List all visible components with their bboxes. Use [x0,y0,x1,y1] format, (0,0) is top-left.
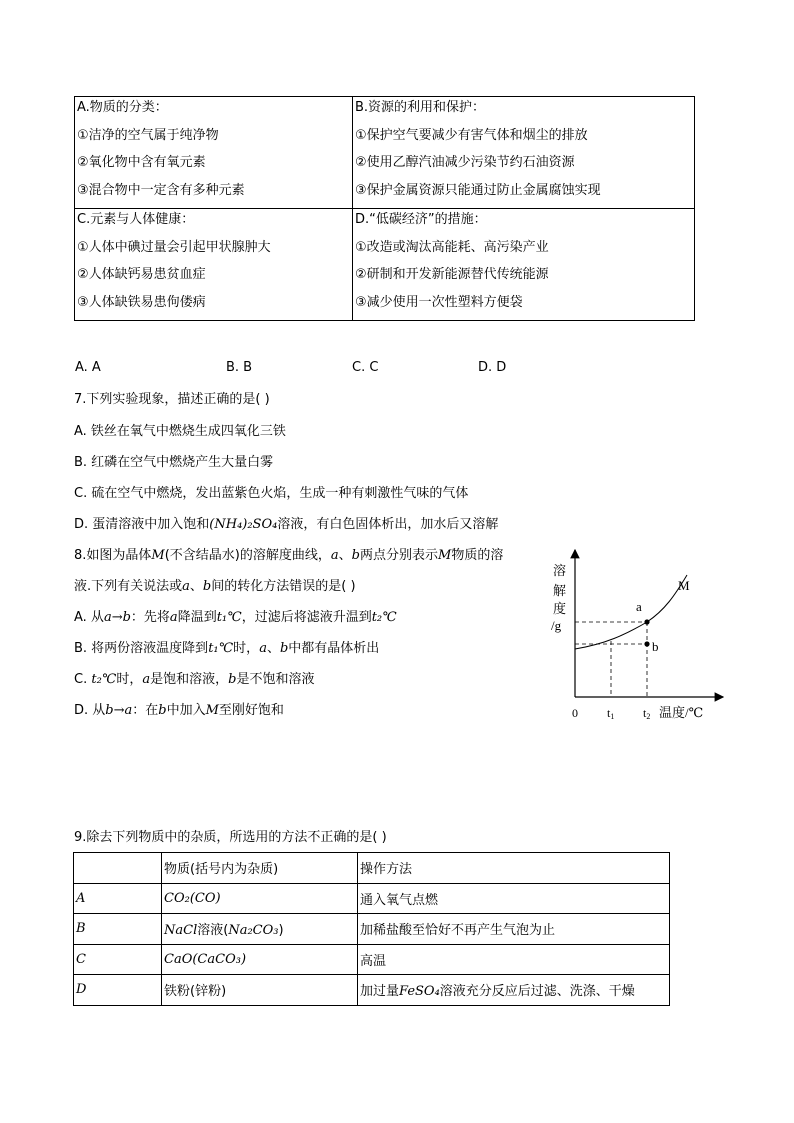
q7-stem: 7.下列实验现象，描述正确的是( ) [74,392,270,407]
point-a [644,619,649,624]
cell-a-item-2: ②氧化物中含有氧元素 [77,155,206,170]
q7-option-c: C. 硫在空气中燃烧，发出蓝紫色火焰，生成一种有刺激性气味的气体 [74,486,469,501]
table-row [74,944,670,975]
cell-d-item-3: ③减少使用一次性塑料方便袋 [355,294,523,310]
cell-a-item-3: ③混合物中一定含有多种元素 [77,182,245,198]
y-label-char-2: 解 [553,583,567,598]
cell-d-title: D.“低碳经济”的措施： [355,212,487,227]
q8-option-c: C. t₂℃时，a是饱和溶液，b是不饱和溶液 [74,672,315,687]
row-substance: NaCl溶液(Na₂CO₃) [162,914,358,945]
cell-c-item-2: ②人体缺钙易患贫血症 [77,267,206,282]
q7-option-a: A. 铁丝在氧气中燃烧生成四氧化三铁 [74,424,286,439]
cell-c-item-1: ①人体中碘过量会引起甲状腺肿大 [77,239,271,255]
q7-option-d: D. 蛋清溶液中加入饱和(NH₄)₂SO₄溶液，有白色固体析出，加水后又溶解 [74,517,499,532]
q8-stem-line1: 8.如图为晶体M(不含结晶水)的溶解度曲线，a、b两点分别表示M物质的溶 [74,548,504,563]
cell-b [353,97,695,209]
header-cell: 物质(括号内为杂质) [162,853,358,884]
cell-d-item-1: ①改造或淘汰高能耗、高污染产业 [355,239,549,255]
y-label-char-3: 度 [553,601,567,616]
row-method: 通入氧气点燃 [358,883,670,914]
cell-b-item-1: ①保护空气要减少有害气体和烟尘的排放 [355,127,588,143]
cell-d-item-2: ②研制和开发新能源替代传统能源 [355,267,549,282]
cell-b-item-2: ②使用乙醇汽油减少污染节约石油资源 [355,155,575,170]
header-cell [74,853,162,884]
cell-a-item-1: ①洁净的空气属于纯净物 [77,127,219,143]
y-label-char-1: 溶 [553,563,567,578]
table-row [74,883,670,914]
q8-option-a: A. 从a→b：先将a降温到t₁℃，过滤后将滤液升温到t₂℃ [74,610,397,625]
solubility-curve-m [575,575,687,649]
q7-option-b: B. 红磷在空气中燃烧产生大量白雾 [74,455,274,470]
row-method: 高温 [358,944,670,975]
q8-option-b: B. 将两份溶液温度降到t₁℃时，a、b中都有晶体析出 [74,641,380,656]
point-a-label: a [636,599,642,614]
cell-a-title: A.物质的分类： [77,100,168,115]
row-substance: CO₂(CO) [162,883,358,914]
origin-label: 0 [572,706,578,720]
formula: (NH₄)₂SO₄ [209,517,278,532]
q8-stem-line2: 液.下列有关说法或a、b间的转化方法错误的是( ) [74,579,356,594]
cell-b-title: B.资源的利用和保护： [355,100,486,115]
solubility-graph [545,545,735,725]
cell-d [353,209,695,321]
point-b [644,641,649,646]
point-b-label: b [652,639,659,654]
cell-c-title: C.元素与人体健康： [77,212,195,227]
row-method: 加稀盐酸至恰好不再产生气泡为止 [358,914,670,945]
t2-label: t2 [643,706,651,721]
y-label-unit: /g [551,618,562,633]
t1-label: t1 [607,706,615,721]
table-row [74,975,670,1006]
q6-option-d: D. D [478,360,507,375]
x-axis-label: 温度/℃ [659,705,704,720]
row-label: B [74,914,162,945]
q6-option-a: A. A [75,360,101,375]
table-header-row [74,853,670,884]
cell-b-item-3: ③保护金属资源只能通过防止金属腐蚀实现 [355,182,601,198]
cell-c-item-3: ③人体缺铁易患佝偻病 [77,294,206,310]
row-substance: CaO(CaCO₃) [162,944,358,975]
row-label: C [74,944,162,975]
q9-stem: 9.除去下列物质中的杂质，所选用的方法不正确的是( ) [74,830,387,845]
row-method: 加过量FeSO₄溶液充分反应后过滤、洗涤、干燥 [358,975,670,1006]
q6-option-c: C. C [352,360,379,375]
cell-a [75,97,353,209]
curve-label-m: M [678,578,690,593]
header-cell: 操作方法 [358,853,670,884]
q9-table [73,852,670,1006]
table-row [74,914,670,945]
q8-option-d: D. 从b→a：在b中加入M至刚好饱和 [74,703,284,718]
q6-option-b: B. B [226,360,253,375]
q6-options-table [74,96,695,321]
row-substance: 铁粉(锌粉) [162,975,358,1006]
cell-c [75,209,353,321]
row-label: A [74,883,162,914]
row-label: D [74,975,162,1006]
